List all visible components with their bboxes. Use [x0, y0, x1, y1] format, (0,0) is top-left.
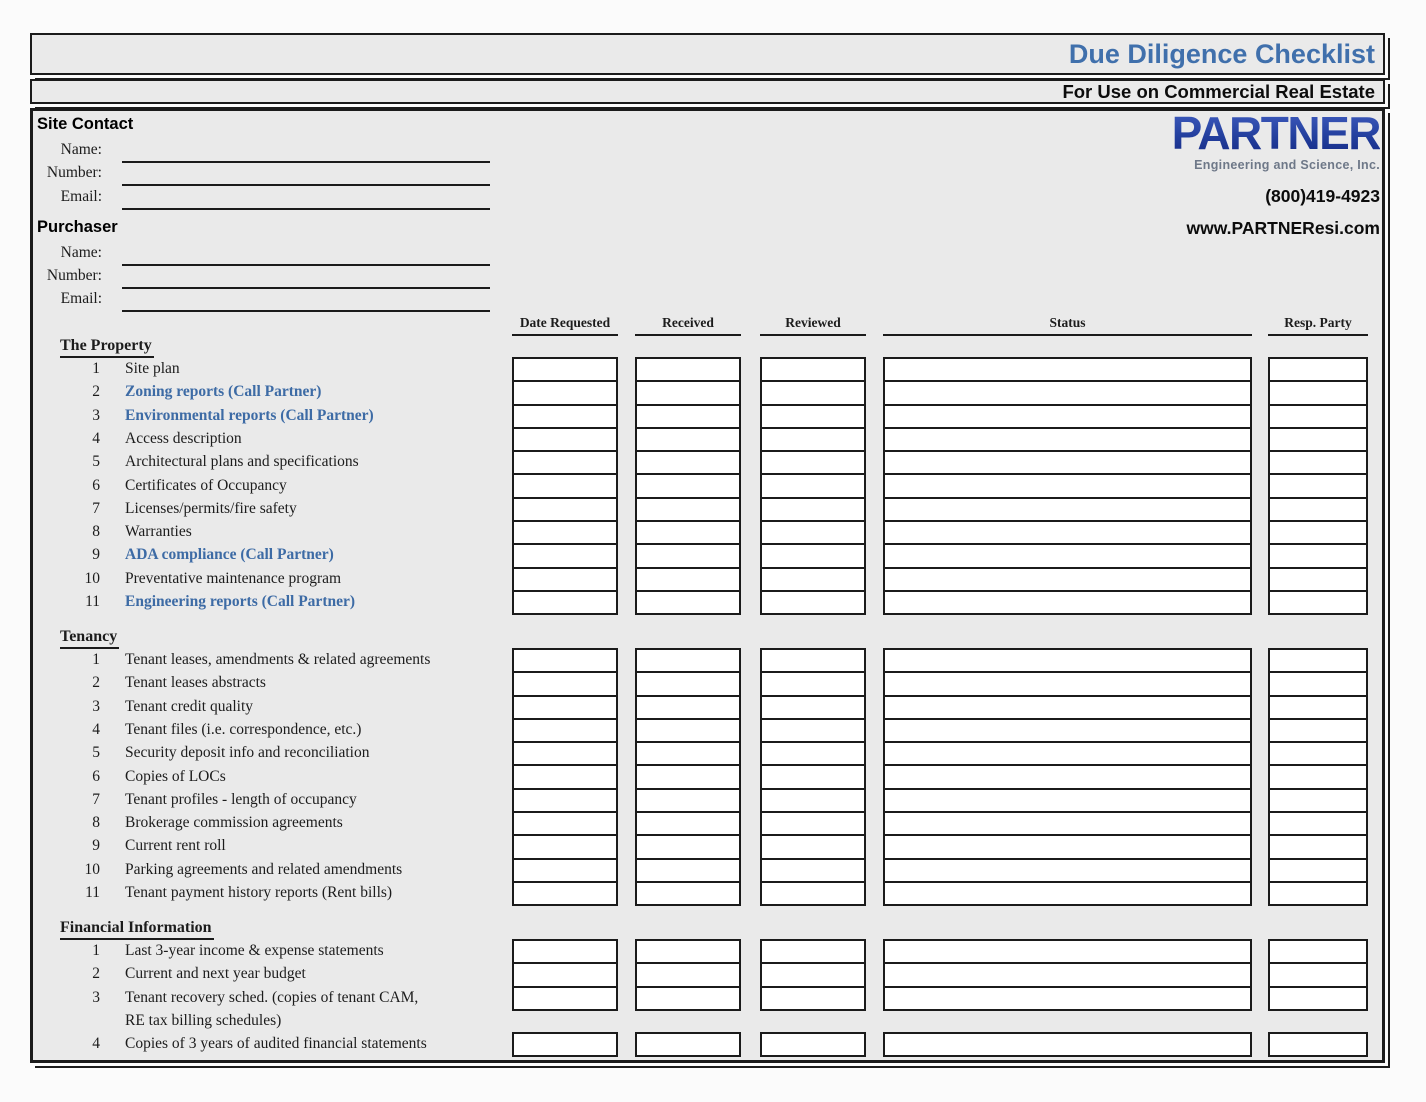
cell-received[interactable] [637, 811, 739, 834]
cell-received[interactable] [637, 567, 739, 590]
checklist-item [55, 1009, 515, 1032]
grid-column-block-reviewed [760, 357, 866, 615]
cell-status[interactable] [885, 650, 1250, 671]
phone-number: (800)419-4923 [1265, 186, 1380, 206]
cell-resp-party[interactable] [1270, 359, 1366, 380]
cell-date-requested[interactable] [514, 788, 616, 811]
website-url: www.PARTNEResi.com [1186, 218, 1380, 238]
item-number: 8 [92, 523, 100, 541]
item-number: 5 [92, 744, 100, 762]
checklist-item [55, 427, 515, 450]
cell-resp-party[interactable] [1270, 858, 1366, 881]
cell-reviewed[interactable] [762, 543, 864, 566]
purchaser-name-field[interactable] [122, 248, 490, 266]
cell-status[interactable] [885, 359, 1250, 380]
grid-column-block-status [883, 1032, 1252, 1057]
item-label: Last 3-year income & expense statements [125, 942, 384, 959]
cell-resp-party[interactable] [1270, 695, 1366, 718]
checklist-item [55, 765, 515, 788]
cell-date-requested[interactable] [514, 450, 616, 473]
cell-received[interactable] [637, 450, 739, 473]
column-header-reviewed: Reviewed [760, 315, 866, 336]
cell-date-requested[interactable] [514, 359, 616, 380]
section-title-the-property: The Property [60, 337, 154, 358]
item-label: Brokerage commission agreements [125, 814, 343, 832]
checklist-item [55, 881, 515, 904]
item-label-link[interactable]: ADA compliance (Call Partner) [125, 546, 334, 564]
cell-resp-party[interactable] [1270, 811, 1366, 834]
cell-status[interactable] [885, 380, 1250, 403]
checklist-item [55, 834, 515, 857]
checklist-item [55, 357, 515, 380]
item-label: Tenant leases abstracts [125, 674, 266, 692]
grid-column-block-received [635, 939, 741, 1011]
cell-resp-party[interactable] [1270, 473, 1366, 496]
site-contact-email-label: Email: [60, 188, 102, 205]
grid-column-block-status [883, 357, 1252, 615]
item-number: 7 [92, 499, 100, 517]
grid-column-block-date-requested [512, 357, 618, 615]
cell-status[interactable] [885, 590, 1250, 613]
item-number: 10 [84, 860, 100, 878]
item-label: Current and next year budget [125, 965, 306, 983]
cell-resp-party[interactable] [1270, 590, 1366, 613]
section-title-financial-information: Financial Information [60, 919, 214, 940]
checklist-item [55, 497, 515, 520]
cell-date-requested[interactable] [514, 427, 616, 450]
cell-status[interactable] [885, 567, 1250, 590]
item-label: Licenses/permits/fire safety [125, 499, 297, 517]
grid-column-block-status [883, 648, 1252, 906]
item-number: 3 [92, 988, 100, 1006]
cell-reviewed[interactable] [762, 671, 864, 694]
cell-reviewed[interactable] [762, 1034, 864, 1055]
site-contact-email-field[interactable] [122, 192, 490, 210]
purchaser-email-field[interactable] [122, 294, 490, 312]
item-number: 4 [92, 720, 100, 738]
cell-date-requested[interactable] [514, 941, 616, 962]
cell-received[interactable] [637, 1034, 739, 1055]
cell-reviewed[interactable] [762, 380, 864, 403]
item-label: Architectural plans and specifications [125, 453, 359, 471]
page-subtitle: For Use on Commercial Real Estate [1062, 80, 1375, 102]
cell-resp-party[interactable] [1270, 741, 1366, 764]
checklist-item [55, 858, 515, 881]
item-number: 10 [84, 569, 100, 587]
checklist-item [55, 474, 515, 497]
item-label: Preventative maintenance program [125, 569, 342, 587]
cell-date-requested[interactable] [514, 695, 616, 718]
grid-column-block-resp-party [1268, 1032, 1368, 1057]
item-number: 3 [92, 406, 100, 424]
item-label-link[interactable]: Engineering reports (Call Partner) [125, 593, 356, 610]
cell-date-requested[interactable] [514, 741, 616, 764]
cell-status[interactable] [885, 941, 1250, 962]
cell-reviewed[interactable] [762, 941, 864, 962]
item-label: Warranties [125, 523, 192, 541]
cell-status[interactable] [885, 788, 1250, 811]
item-label: Copies of 3 years of audited financial statements [125, 1035, 427, 1053]
item-label-link[interactable]: Zoning reports (Call Partner) [125, 383, 322, 401]
subtitle-bar [30, 79, 1385, 104]
cell-received[interactable] [637, 590, 739, 613]
cell-date-requested[interactable] [514, 671, 616, 694]
cell-received[interactable] [637, 497, 739, 520]
checklist-item [55, 567, 515, 590]
cell-reviewed[interactable] [762, 764, 864, 787]
cell-reviewed[interactable] [762, 986, 864, 1009]
item-label: Current rent roll [125, 837, 226, 855]
site-contact-heading: Site Contact [37, 115, 134, 133]
purchaser-heading: Purchaser [37, 218, 118, 236]
grid-column-block-resp-party [1268, 939, 1368, 1011]
cell-received[interactable] [637, 695, 739, 718]
cell-status[interactable] [885, 834, 1250, 857]
item-number: 3 [92, 697, 100, 715]
cell-date-requested[interactable] [514, 1034, 616, 1055]
cell-resp-party[interactable] [1270, 718, 1366, 741]
cell-received[interactable] [637, 404, 739, 427]
cell-date-requested[interactable] [514, 404, 616, 427]
purchaser-name-label: Name: [60, 244, 102, 261]
checklist-item [55, 788, 515, 811]
item-number: 11 [85, 593, 100, 610]
grid-column-block-date-requested [512, 648, 618, 906]
cell-reviewed[interactable] [762, 881, 864, 904]
item-label-link[interactable]: Environmental reports (Call Partner) [125, 406, 374, 424]
cell-status[interactable] [885, 764, 1250, 787]
item-label: Tenant profiles - length of occupancy [125, 790, 357, 808]
cell-date-requested[interactable] [514, 567, 616, 590]
cell-received[interactable] [637, 962, 739, 985]
cell-reviewed[interactable] [762, 718, 864, 741]
cell-received[interactable] [637, 359, 739, 380]
cell-resp-party[interactable] [1270, 520, 1366, 543]
item-number: 1 [92, 360, 100, 377]
grid-column-block-reviewed [760, 648, 866, 906]
cell-status[interactable] [885, 962, 1250, 985]
cell-status[interactable] [885, 718, 1250, 741]
cell-resp-party[interactable] [1270, 450, 1366, 473]
cell-reviewed[interactable] [762, 695, 864, 718]
cell-reviewed[interactable] [762, 858, 864, 881]
cell-date-requested[interactable] [514, 881, 616, 904]
column-header-date-requested: Date Requested [512, 315, 618, 336]
cell-date-requested[interactable] [514, 834, 616, 857]
item-number: 7 [92, 790, 100, 808]
cell-status[interactable] [885, 473, 1250, 496]
cell-reviewed[interactable] [762, 404, 864, 427]
partner-logo: PARTNER [1171, 107, 1380, 159]
item-number: 2 [92, 383, 100, 401]
checklist-item [55, 986, 515, 1009]
cell-status[interactable] [885, 741, 1250, 764]
grid-column-block-received [635, 1032, 741, 1057]
cell-received[interactable] [637, 543, 739, 566]
checklist-item [55, 450, 515, 473]
cell-reviewed[interactable] [762, 788, 864, 811]
cell-status[interactable] [885, 881, 1250, 904]
cell-received[interactable] [637, 473, 739, 496]
cell-date-requested[interactable] [514, 858, 616, 881]
cell-reviewed[interactable] [762, 834, 864, 857]
cell-reviewed[interactable] [762, 427, 864, 450]
column-header-resp-party: Resp. Party [1268, 315, 1368, 336]
site-contact-name-field[interactable] [122, 145, 490, 163]
cell-status[interactable] [885, 811, 1250, 834]
cell-reviewed[interactable] [762, 567, 864, 590]
checklist-item [55, 939, 515, 962]
checklist-item [55, 520, 515, 543]
grid-column-block-status [883, 939, 1252, 1011]
cell-resp-party[interactable] [1270, 650, 1366, 671]
checklist-item [55, 718, 515, 741]
item-number: 11 [85, 884, 100, 901]
grid-column-block-resp-party [1268, 357, 1368, 615]
cell-date-requested[interactable] [514, 590, 616, 613]
cell-reviewed[interactable] [762, 962, 864, 985]
checklist-item [55, 380, 515, 403]
cell-status[interactable] [885, 427, 1250, 450]
cell-reviewed[interactable] [762, 650, 864, 671]
cell-status[interactable] [885, 986, 1250, 1009]
column-header-received: Received [635, 315, 741, 336]
item-label: Certificates of Occupancy [125, 476, 287, 494]
cell-date-requested[interactable] [514, 473, 616, 496]
title-bar [30, 33, 1385, 75]
purchaser-email-label: Email: [60, 290, 102, 307]
item-label: Tenant files (i.e. correspondence, etc.) [125, 720, 362, 738]
cell-resp-party[interactable] [1270, 834, 1366, 857]
cell-resp-party[interactable] [1270, 788, 1366, 811]
item-number: 1 [92, 651, 100, 668]
section-title-tenancy: Tenancy [60, 628, 119, 649]
cell-resp-party[interactable] [1270, 1034, 1366, 1055]
grid-column-block-received [635, 648, 741, 906]
cell-reviewed[interactable] [762, 520, 864, 543]
cell-received[interactable] [637, 671, 739, 694]
page-title: Due Diligence Checklist [1068, 38, 1375, 69]
cell-resp-party[interactable] [1270, 941, 1366, 962]
cell-status[interactable] [885, 497, 1250, 520]
cell-reviewed[interactable] [762, 359, 864, 380]
cell-resp-party[interactable] [1270, 567, 1366, 590]
cell-reviewed[interactable] [762, 450, 864, 473]
cell-received[interactable] [637, 650, 739, 671]
item-number: 6 [92, 476, 100, 494]
item-number: 2 [92, 674, 100, 692]
cell-resp-party[interactable] [1270, 543, 1366, 566]
cell-received[interactable] [637, 788, 739, 811]
cell-date-requested[interactable] [514, 764, 616, 787]
cell-date-requested[interactable] [514, 650, 616, 671]
item-number [55, 1009, 100, 1032]
cell-received[interactable] [637, 858, 739, 881]
item-label: Tenant leases, amendments & related agreements [125, 651, 431, 668]
cell-resp-party[interactable] [1270, 881, 1366, 904]
grid-column-block-resp-party [1268, 648, 1368, 906]
item-label: Access description [125, 429, 242, 447]
cell-received[interactable] [637, 741, 739, 764]
column-header-status: Status [883, 315, 1252, 336]
item-label: Copies of LOCs [125, 767, 226, 785]
cell-status[interactable] [885, 404, 1250, 427]
cell-status[interactable] [885, 543, 1250, 566]
cell-reviewed[interactable] [762, 473, 864, 496]
cell-status[interactable] [885, 695, 1250, 718]
cell-resp-party[interactable] [1270, 380, 1366, 403]
item-label: Site plan [125, 360, 180, 377]
site-contact-number-label: Number: [46, 164, 102, 181]
cell-reviewed[interactable] [762, 590, 864, 613]
cell-date-requested[interactable] [514, 520, 616, 543]
purchaser-number-label: Number: [46, 267, 102, 284]
cell-received[interactable] [637, 427, 739, 450]
checklist-item [55, 590, 515, 613]
checklist-item [55, 962, 515, 985]
cell-resp-party[interactable] [1270, 497, 1366, 520]
cell-date-requested[interactable] [514, 497, 616, 520]
cell-date-requested[interactable] [514, 962, 616, 985]
cell-status[interactable] [885, 450, 1250, 473]
item-number: 8 [92, 814, 100, 832]
grid-column-block-date-requested [512, 939, 618, 1011]
site-contact-number-field[interactable] [122, 168, 490, 186]
item-number: 4 [92, 429, 100, 447]
checklist-item [55, 695, 515, 718]
partner-logo-subtext: Engineering and Science, Inc. [1194, 158, 1380, 172]
item-number: 9 [92, 837, 100, 855]
cell-date-requested[interactable] [514, 811, 616, 834]
grid-column-block-reviewed [760, 1032, 866, 1057]
grid-column-block-received [635, 357, 741, 615]
cell-reviewed[interactable] [762, 811, 864, 834]
cell-received[interactable] [637, 881, 739, 904]
purchaser-number-field[interactable] [122, 271, 490, 289]
cell-status[interactable] [885, 1034, 1250, 1055]
cell-status[interactable] [885, 858, 1250, 881]
checklist-item [55, 811, 515, 834]
checklist-item [55, 1032, 515, 1055]
item-number: 6 [92, 767, 100, 785]
cell-received[interactable] [637, 986, 739, 1009]
cell-received[interactable] [637, 941, 739, 962]
cell-status[interactable] [885, 520, 1250, 543]
cell-received[interactable] [637, 718, 739, 741]
item-label: Tenant payment history reports (Rent bills) [125, 884, 393, 901]
cell-date-requested[interactable] [514, 543, 616, 566]
item-number: 9 [92, 546, 100, 564]
cell-reviewed[interactable] [762, 497, 864, 520]
item-number: 4 [92, 1035, 100, 1053]
cell-resp-party[interactable] [1270, 962, 1366, 985]
checklist-item [55, 543, 515, 566]
cell-date-requested[interactable] [514, 986, 616, 1009]
item-label: RE tax billing schedules) [125, 1011, 282, 1029]
cell-resp-party[interactable] [1270, 671, 1366, 694]
cell-resp-party[interactable] [1270, 404, 1366, 427]
site-contact-name-label: Name: [60, 141, 102, 158]
cell-resp-party[interactable] [1270, 986, 1366, 1009]
checklist-item [55, 404, 515, 427]
item-label: Tenant credit quality [125, 697, 254, 715]
item-number: 5 [92, 453, 100, 471]
cell-resp-party[interactable] [1270, 764, 1366, 787]
cell-received[interactable] [637, 520, 739, 543]
item-number: 2 [92, 965, 100, 983]
item-label: Security deposit info and reconciliation [125, 744, 370, 762]
grid-column-block-date-requested [512, 1032, 618, 1057]
cell-date-requested[interactable] [514, 380, 616, 403]
cell-status[interactable] [885, 671, 1250, 694]
cell-received[interactable] [637, 380, 739, 403]
cell-reviewed[interactable] [762, 741, 864, 764]
cell-resp-party[interactable] [1270, 427, 1366, 450]
checklist-item [55, 648, 515, 671]
cell-date-requested[interactable] [514, 718, 616, 741]
checklist-item [55, 741, 515, 764]
item-label: Parking agreements and related amendments [125, 860, 403, 878]
item-number: 1 [92, 942, 100, 959]
cell-received[interactable] [637, 834, 739, 857]
checklist-item [55, 671, 515, 694]
cell-received[interactable] [637, 764, 739, 787]
grid-column-block-reviewed [760, 939, 866, 1011]
item-label: Tenant recovery sched. (copies of tenant CAM, [125, 988, 419, 1006]
